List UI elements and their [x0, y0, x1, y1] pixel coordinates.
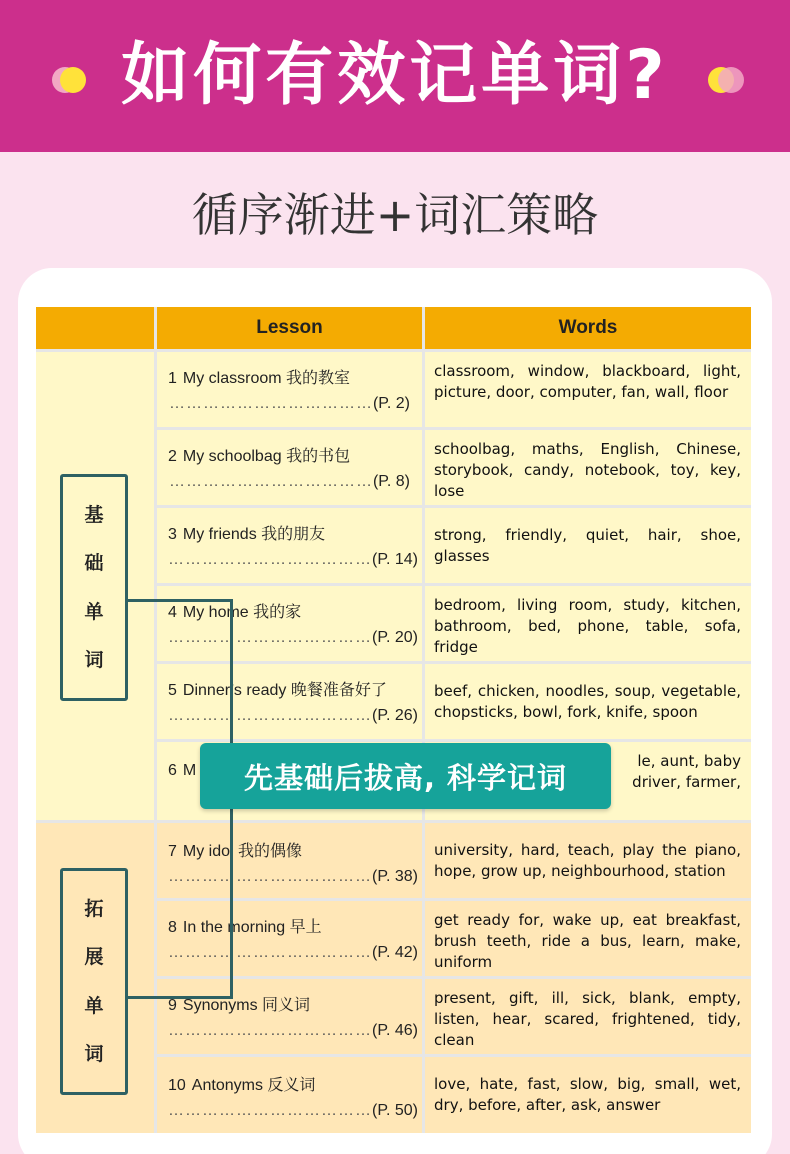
lesson-number: 4 [168, 604, 177, 621]
callout-banner: 先基础后拔高, 科学记词 [200, 743, 611, 809]
lesson-name: My schoolbag 我的书包 [182, 448, 351, 465]
words-cell: beef, chicken, noodles, soup, vegetable, chopsticks, bowl, fork, knife, spoon [425, 664, 751, 739]
lesson-page: (P. 20) [372, 629, 418, 646]
words-cell: bedroom, living room, study, kitchen, bathroom, bed, phone, table, sofa, fridge [425, 586, 751, 661]
header-blank-cell [36, 307, 154, 349]
lesson-page: (P. 38) [372, 868, 418, 885]
words-cell: classroom, window, blackboard, light, picture, door, computer, fan, wall, floor [425, 352, 751, 427]
header-words: Words [425, 307, 751, 349]
lesson-cell [157, 508, 422, 583]
lesson-number: 1 [168, 370, 177, 387]
lesson-number: 9 [168, 997, 177, 1014]
lesson-page-line: ………………………………(P. 26) [168, 707, 418, 724]
header-lesson: Lesson [157, 307, 422, 349]
group-char: 拓 [84, 898, 104, 921]
words-cell: get ready for, wake up, eat breakfast, brush teeth, ride a bus, learn, make, uniform [425, 901, 751, 976]
lesson-name: Antonyms 反义词 [191, 1077, 316, 1094]
connector-line-bottom [128, 807, 233, 999]
lesson-name: My classroom 我的教室 [182, 370, 351, 387]
lesson-number: 5 [168, 682, 177, 699]
page-subtitle: 循序渐进+词汇策略 [191, 188, 599, 242]
group-label-extended [60, 868, 128, 1095]
lesson-page-line: ………………………………(P. 14) [168, 551, 418, 568]
lesson-name: Dinner’s ready 晚餐准备好了 [182, 682, 387, 699]
decor-dot-icon [718, 67, 744, 93]
words-cell: university, hard, teach, play the piano, hope, grow up, neighbourhood, station [425, 823, 751, 898]
group-char: 基 [84, 504, 104, 527]
group-char: 词 [84, 1042, 104, 1065]
lesson-name: My idol 我的偶像 [182, 843, 303, 860]
lesson-number: 10 [168, 1077, 186, 1094]
group-char: 词 [84, 648, 104, 671]
lesson-page-line: ………………………………(P. 38) [168, 868, 418, 885]
title-banner [0, 0, 790, 152]
lesson-title [168, 368, 422, 390]
lesson-page: (P. 2) [372, 395, 410, 412]
lesson-page: (P. 8) [372, 473, 410, 490]
words-cell: present, gift, ill, sick, blank, empty, listen, hear, scared, frightened, tidy, clean [425, 979, 751, 1054]
lesson-number: 7 [168, 843, 177, 860]
lesson-page: (P. 50) [372, 1102, 418, 1119]
lesson-cell [157, 352, 422, 427]
group-char: 础 [84, 552, 104, 575]
group-char: 单 [84, 994, 104, 1017]
lesson-page: (P. 26) [372, 707, 418, 724]
lesson-page: (P. 46) [372, 1022, 418, 1039]
group-char: 展 [84, 946, 104, 969]
lesson-page-line: ………………………………(P. 2) [168, 395, 410, 412]
connector-line-top [128, 599, 233, 745]
lesson-page-line: ………………………………(P. 42) [168, 944, 418, 961]
lesson-title [168, 524, 422, 546]
lesson-number: 6 [168, 762, 177, 779]
group-label-basic [60, 474, 128, 701]
lesson-number: 8 [168, 919, 177, 936]
lesson-page: (P. 42) [372, 944, 418, 961]
lesson-cell [157, 430, 422, 505]
lesson-name: In the morning 早上 [182, 919, 322, 936]
words-cell: le, aunt, baby driver, farmer, [425, 742, 751, 820]
lesson-page-line: ………………………………(P. 20) [168, 629, 418, 646]
words-cell: schoolbag, maths, English, Chinese, storybook, candy, notebook, toy, key, lose [425, 430, 751, 505]
lesson-page-line: ………………………………(P. 46) [168, 1022, 418, 1039]
lesson-name: M [182, 762, 197, 779]
lesson-name: My friends 我的朋友 [182, 526, 326, 543]
page-title: 如何有效记单词? [121, 36, 669, 115]
lesson-title [168, 1075, 422, 1097]
lesson-title [168, 446, 422, 468]
lesson-page-line: ………………………………(P. 8) [168, 473, 410, 490]
lesson-number: 2 [168, 448, 177, 465]
words-cell: strong, friendly, quiet, hair, shoe, glasses [425, 508, 751, 583]
words-cell: love, hate, fast, slow, big, small, wet, dry, before, after, ask, answer [425, 1057, 751, 1133]
lesson-number: 3 [168, 526, 177, 543]
group-char: 单 [84, 600, 104, 623]
lesson-name: Synonyms 同义词 [182, 997, 311, 1014]
lesson-page: (P. 14) [372, 551, 418, 568]
lesson-cell [157, 1057, 422, 1133]
lesson-name: My home 我的家 [182, 604, 302, 621]
lesson-page-line: ………………………………(P. 50) [168, 1102, 418, 1119]
